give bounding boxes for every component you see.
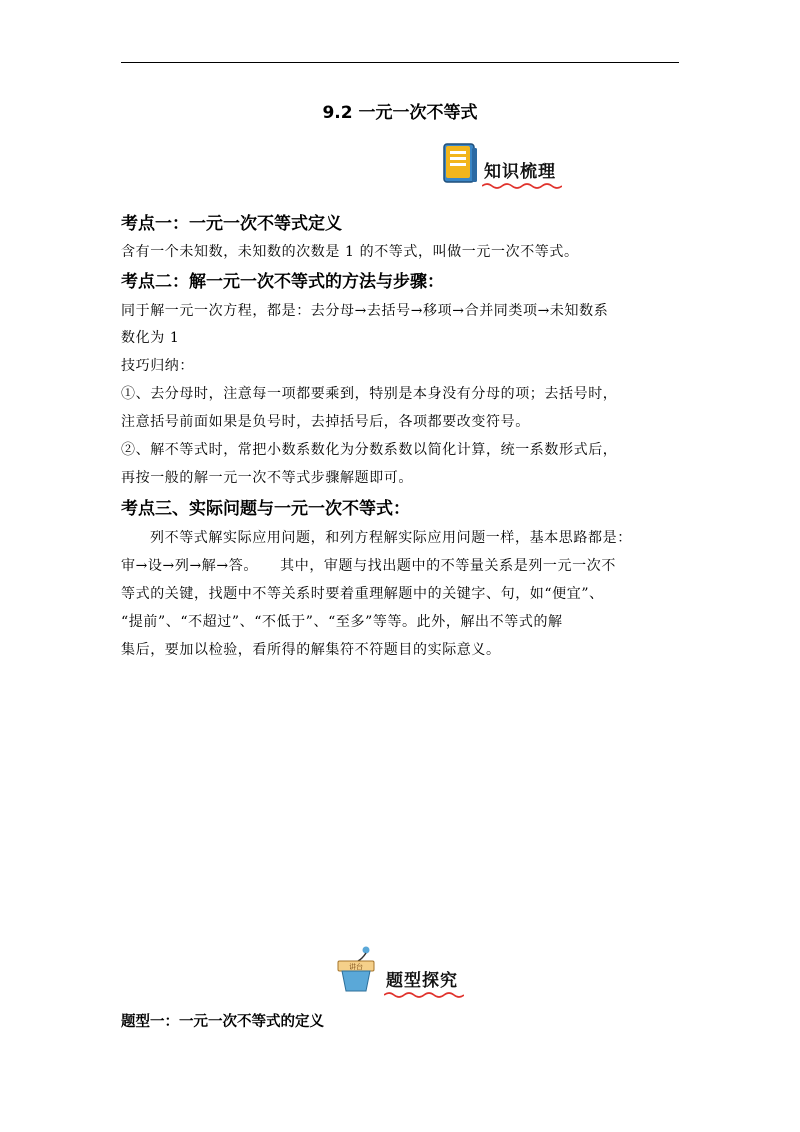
section-2-line-4: ①、去分母时，注意每一项都要乘到，特别是本身没有分母的项；去括号时， bbox=[121, 386, 618, 402]
section-1-heading: 考点一：一元一次不等式定义 bbox=[121, 214, 342, 234]
wave-underline-icon bbox=[482, 182, 562, 190]
section-3-line-3: 等式的关键，找题中不等关系时要着重理解题中的关键字、句，如“便宜”、 bbox=[121, 586, 604, 602]
wave-underline-icon bbox=[384, 991, 464, 999]
section-3-heading: 考点三、实际问题与一元一次不等式： bbox=[121, 499, 410, 519]
knowledge-banner bbox=[442, 142, 556, 186]
section-3-line-4: “提前”、“不超过”、“不低于”、“至多”等等。此外，解出不等式的解 bbox=[121, 614, 563, 630]
knowledge-banner-label: 知识梳理 bbox=[484, 162, 556, 182]
explore-banner-label: 题型探究 bbox=[386, 971, 458, 991]
section-2-line-2: 数化为 1 bbox=[121, 330, 180, 346]
section-3-line-2: 审→设→列→解→答。 其中，审题与找出题中的不等量关系是列一元一次不 bbox=[121, 558, 616, 574]
header-rule bbox=[121, 62, 679, 63]
section-2-line-7: 再按一般的解一元一次不等式步骤解题即可。 bbox=[121, 470, 413, 486]
section-2-line-1: 同于解一元一次方程，都是：去分母→去括号→移项→合并同类项→未知数系 bbox=[121, 303, 609, 319]
section-3-line-5: 集后，要加以检验，看所得的解集符不符题目的实际意义。 bbox=[121, 642, 501, 658]
question-type-1-heading: 题型一：一元一次不等式的定义 bbox=[121, 1014, 324, 1030]
explore-banner bbox=[336, 945, 458, 995]
page-title: 9.2 一元一次不等式 bbox=[322, 103, 478, 123]
section-2-line-5: 注意括号前面如果是负号时，去掉括号后，各项都要改变符号。 bbox=[121, 414, 530, 430]
section-2-line-3: 技巧归纳： bbox=[121, 358, 194, 374]
section-2-heading: 考点二：解一元一次不等式的方法与步骤： bbox=[121, 272, 444, 292]
section-3-line-1: 列不等式解实际应用问题，和列方程解实际应用问题一样，基本思路都是： bbox=[150, 530, 632, 546]
book-icon bbox=[442, 142, 480, 186]
section-1-line-1: 含有一个未知数，未知数的次数是 1 的不等式，叫做一元一次不等式。 bbox=[121, 244, 579, 260]
section-2-line-6: ②、解不等式时，常把小数系数化为分数系数以简化计算，统一系数形式后， bbox=[121, 442, 618, 458]
podium-icon bbox=[336, 945, 382, 995]
podium-label: 讲台 bbox=[349, 963, 363, 971]
